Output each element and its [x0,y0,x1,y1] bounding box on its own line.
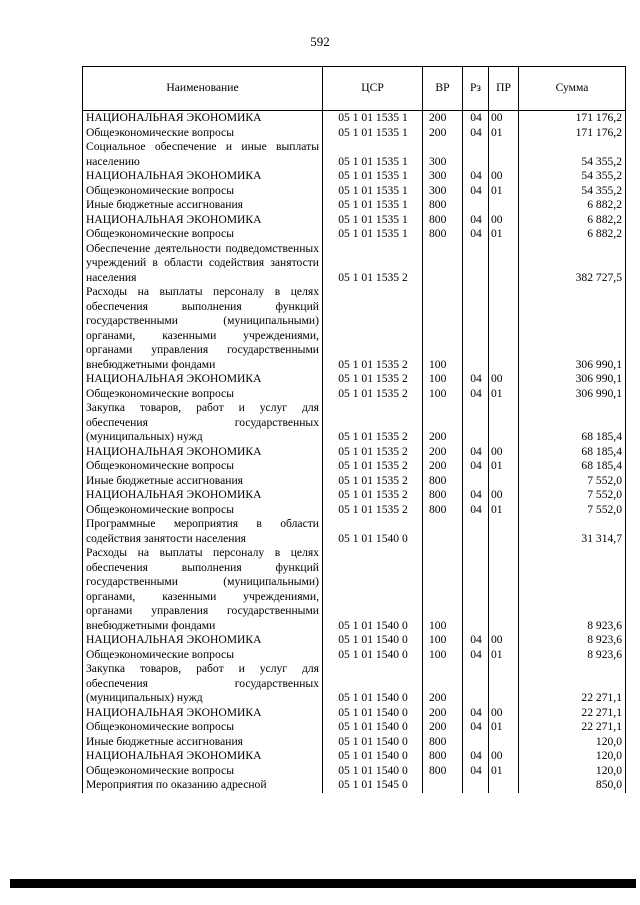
cell-sum: 306 990,1 [519,285,626,372]
cell-pr [489,140,519,169]
table-row [83,401,626,445]
table-row [83,648,626,663]
cell-rz [463,242,489,286]
cell-rz [463,285,489,372]
cell-vr: 800 [423,749,463,764]
cell-sum: 31 314,7 [519,517,626,546]
table-row [83,459,626,474]
cell-pr: 00 [489,445,519,460]
cell-csr: 05 1 01 1540 0 [323,720,423,735]
cell-vr: 100 [423,648,463,663]
cell-name: Закупка товаров, работ и услуг для обеспечения государственных (муниципальных) нужд [83,401,323,445]
cell-rz: 04 [463,213,489,228]
cell-pr [489,735,519,750]
cell-csr: 05 1 01 1535 2 [323,242,423,286]
table-row [83,285,626,372]
cell-pr: 00 [489,169,519,184]
table-row [83,242,626,286]
cell-csr: 05 1 01 1540 0 [323,764,423,779]
cell-pr [489,517,519,546]
cell-rz [463,778,489,793]
cell-sum: 120,0 [519,735,626,750]
header-name: Наименование [83,67,323,111]
cell-csr: 05 1 01 1535 2 [323,401,423,445]
cell-csr: 05 1 01 1535 1 [323,126,423,141]
cell-csr: 05 1 01 1535 2 [323,459,423,474]
cell-pr [489,474,519,489]
cell-sum: 120,0 [519,749,626,764]
scan-border-bar [10,879,636,888]
cell-name: НАЦИОНАЛЬНАЯ ЭКОНОМИКА [83,445,323,460]
cell-sum: 306 990,1 [519,387,626,402]
cell-pr: 00 [489,749,519,764]
header-csr: ЦСР [323,67,423,111]
cell-pr: 01 [489,764,519,779]
cell-csr: 05 1 01 1535 2 [323,372,423,387]
table-row [83,706,626,721]
page-number: 592 [310,34,330,49]
cell-vr: 200 [423,111,463,126]
cell-vr: 100 [423,372,463,387]
cell-vr: 800 [423,735,463,750]
cell-name: НАЦИОНАЛЬНАЯ ЭКОНОМИКА [83,372,323,387]
cell-csr: 05 1 01 1535 2 [323,503,423,518]
cell-vr: 800 [423,488,463,503]
table-row [83,169,626,184]
header-sum: Сумма [519,67,626,111]
cell-sum: 54 355,2 [519,169,626,184]
cell-rz: 04 [463,488,489,503]
cell-sum: 22 271,1 [519,720,626,735]
cell-vr: 800 [423,198,463,213]
cell-pr: 01 [489,648,519,663]
table-row [83,778,626,793]
cell-pr: 00 [489,111,519,126]
cell-vr: 200 [423,706,463,721]
cell-rz: 04 [463,445,489,460]
cell-csr: 05 1 01 1545 0 [323,778,423,793]
table-row [83,662,626,706]
cell-vr: 800 [423,227,463,242]
table-row [83,546,626,633]
cell-csr: 05 1 01 1540 0 [323,546,423,633]
cell-csr: 05 1 01 1535 2 [323,445,423,460]
cell-csr: 05 1 01 1535 1 [323,140,423,169]
cell-sum: 22 271,1 [519,662,626,706]
table-row [83,111,626,126]
cell-sum: 306 990,1 [519,372,626,387]
budget-table [82,66,626,793]
table-row [83,387,626,402]
cell-csr: 05 1 01 1535 2 [323,488,423,503]
cell-sum: 8 923,6 [519,633,626,648]
cell-pr [489,198,519,213]
cell-pr: 00 [489,706,519,721]
cell-rz: 04 [463,184,489,199]
table-row [83,198,626,213]
cell-vr: 200 [423,459,463,474]
cell-sum: 120,0 [519,764,626,779]
cell-rz: 04 [463,633,489,648]
cell-name: Общеэкономические вопросы [83,184,323,199]
header-vr: ВР [423,67,463,111]
cell-pr: 00 [489,488,519,503]
cell-name: Общеэкономические вопросы [83,503,323,518]
cell-name: Общеэкономические вопросы [83,459,323,474]
cell-name: Расходы на выплаты персоналу в целях обеспечения выполнения функций государственными (муниципальными) органами, казенными учреждениями, органами управления государственными внебюджетными фондами [83,546,323,633]
cell-rz [463,401,489,445]
cell-sum: 22 271,1 [519,706,626,721]
cell-vr: 100 [423,285,463,372]
cell-name: Общеэкономические вопросы [83,764,323,779]
cell-rz: 04 [463,764,489,779]
cell-vr: 800 [423,213,463,228]
cell-pr [489,662,519,706]
cell-vr [423,517,463,546]
cell-pr: 01 [489,184,519,199]
cell-name: Общеэкономические вопросы [83,720,323,735]
header-rz: Рз [463,67,489,111]
cell-csr: 05 1 01 1540 0 [323,662,423,706]
table-row [83,749,626,764]
cell-rz [463,517,489,546]
table-row [83,633,626,648]
cell-vr [423,778,463,793]
cell-sum: 8 923,6 [519,648,626,663]
cell-rz: 04 [463,126,489,141]
cell-rz: 04 [463,720,489,735]
budget-table-container [82,66,625,793]
cell-vr: 300 [423,169,463,184]
cell-csr: 05 1 01 1535 1 [323,213,423,228]
cell-pr [489,401,519,445]
cell-pr: 01 [489,126,519,141]
cell-pr: 00 [489,372,519,387]
table-row [83,720,626,735]
cell-pr [489,285,519,372]
cell-csr: 05 1 01 1535 1 [323,184,423,199]
cell-sum: 6 882,2 [519,198,626,213]
cell-rz: 04 [463,227,489,242]
cell-vr [423,242,463,286]
cell-sum: 7 552,0 [519,474,626,489]
cell-name: Программные мероприятия в области содействия занятости населения [83,517,323,546]
cell-rz: 04 [463,169,489,184]
table-row [83,372,626,387]
cell-name: Закупка товаров, работ и услуг для обеспечения государственных (муниципальных) нужд [83,662,323,706]
cell-pr [489,778,519,793]
cell-name: Общеэкономические вопросы [83,648,323,663]
cell-name: НАЦИОНАЛЬНАЯ ЭКОНОМИКА [83,111,323,126]
cell-csr: 05 1 01 1535 2 [323,474,423,489]
cell-rz: 04 [463,111,489,126]
cell-vr: 200 [423,720,463,735]
table-row [83,517,626,546]
cell-pr: 01 [489,503,519,518]
cell-csr: 05 1 01 1540 0 [323,517,423,546]
table-row [83,474,626,489]
cell-vr: 100 [423,546,463,633]
cell-csr: 05 1 01 1535 1 [323,169,423,184]
cell-csr: 05 1 01 1535 2 [323,387,423,402]
cell-rz: 04 [463,387,489,402]
table-row [83,488,626,503]
cell-name: НАЦИОНАЛЬНАЯ ЭКОНОМИКА [83,488,323,503]
cell-name: Иные бюджетные ассигнования [83,198,323,213]
cell-sum: 8 923,6 [519,546,626,633]
cell-vr: 800 [423,764,463,779]
cell-sum: 171 176,2 [519,126,626,141]
cell-vr: 300 [423,140,463,169]
cell-pr: 01 [489,387,519,402]
cell-sum: 68 185,4 [519,459,626,474]
cell-name: Расходы на выплаты персоналу в целях обеспечения выполнения функций государственными (муниципальными) органами, казенными учреждениями, органами управления государственными внебюджетными фондами [83,285,323,372]
cell-csr: 05 1 01 1535 1 [323,111,423,126]
cell-csr: 05 1 01 1540 0 [323,706,423,721]
cell-csr: 05 1 01 1535 1 [323,198,423,213]
cell-name: Общеэкономические вопросы [83,387,323,402]
cell-name: НАЦИОНАЛЬНАЯ ЭКОНОМИКА [83,213,323,228]
table-row [83,126,626,141]
cell-csr: 05 1 01 1535 1 [323,227,423,242]
cell-vr: 300 [423,184,463,199]
cell-rz [463,140,489,169]
cell-rz: 04 [463,706,489,721]
cell-sum: 6 882,2 [519,213,626,228]
table-row [83,764,626,779]
cell-pr: 01 [489,227,519,242]
cell-sum: 7 552,0 [519,503,626,518]
cell-pr [489,546,519,633]
cell-pr: 01 [489,459,519,474]
cell-csr: 05 1 01 1540 0 [323,735,423,750]
cell-rz [463,198,489,213]
cell-sum: 68 185,4 [519,401,626,445]
cell-pr: 00 [489,633,519,648]
cell-vr: 200 [423,401,463,445]
cell-vr: 100 [423,387,463,402]
cell-name: Общеэкономические вопросы [83,227,323,242]
cell-sum: 6 882,2 [519,227,626,242]
header-row [83,67,626,111]
table-row [83,227,626,242]
cell-sum: 171 176,2 [519,111,626,126]
cell-csr: 05 1 01 1540 0 [323,648,423,663]
cell-vr: 200 [423,445,463,460]
table-row [83,184,626,199]
cell-csr: 05 1 01 1535 2 [323,285,423,372]
cell-name: Мероприятия по оказанию адресной [83,778,323,793]
cell-name: НАЦИОНАЛЬНАЯ ЭКОНОМИКА [83,633,323,648]
cell-rz [463,546,489,633]
cell-sum: 68 185,4 [519,445,626,460]
cell-name: Иные бюджетные ассигнования [83,735,323,750]
cell-sum: 54 355,2 [519,140,626,169]
cell-sum: 7 552,0 [519,488,626,503]
cell-rz: 04 [463,459,489,474]
table-row [83,503,626,518]
cell-csr: 05 1 01 1540 0 [323,749,423,764]
table-row [83,445,626,460]
cell-sum: 54 355,2 [519,184,626,199]
header-pr: ПР [489,67,519,111]
table-row [83,213,626,228]
cell-sum: 850,0 [519,778,626,793]
cell-rz: 04 [463,648,489,663]
cell-csr: 05 1 01 1540 0 [323,633,423,648]
cell-rz: 04 [463,372,489,387]
cell-name: НАЦИОНАЛЬНАЯ ЭКОНОМИКА [83,706,323,721]
cell-name: Социальное обеспечение и иные выплаты населению [83,140,323,169]
table-body [83,111,626,793]
table-header [83,67,626,111]
cell-name: Общеэкономические вопросы [83,126,323,141]
cell-rz [463,474,489,489]
cell-pr [489,242,519,286]
cell-rz [463,735,489,750]
cell-vr: 200 [423,662,463,706]
cell-pr: 00 [489,213,519,228]
cell-name: НАЦИОНАЛЬНАЯ ЭКОНОМИКА [83,169,323,184]
table-row [83,735,626,750]
cell-name: Обеспечение деятельности подведомственных учреждений в области содействия занятости населения [83,242,323,286]
cell-rz [463,662,489,706]
cell-vr: 100 [423,633,463,648]
cell-name: Иные бюджетные ассигнования [83,474,323,489]
table-row [83,140,626,169]
cell-vr: 800 [423,474,463,489]
cell-name: НАЦИОНАЛЬНАЯ ЭКОНОМИКА [83,749,323,764]
cell-vr: 800 [423,503,463,518]
cell-rz: 04 [463,503,489,518]
cell-sum: 382 727,5 [519,242,626,286]
cell-pr: 01 [489,720,519,735]
cell-vr: 200 [423,126,463,141]
cell-rz: 04 [463,749,489,764]
